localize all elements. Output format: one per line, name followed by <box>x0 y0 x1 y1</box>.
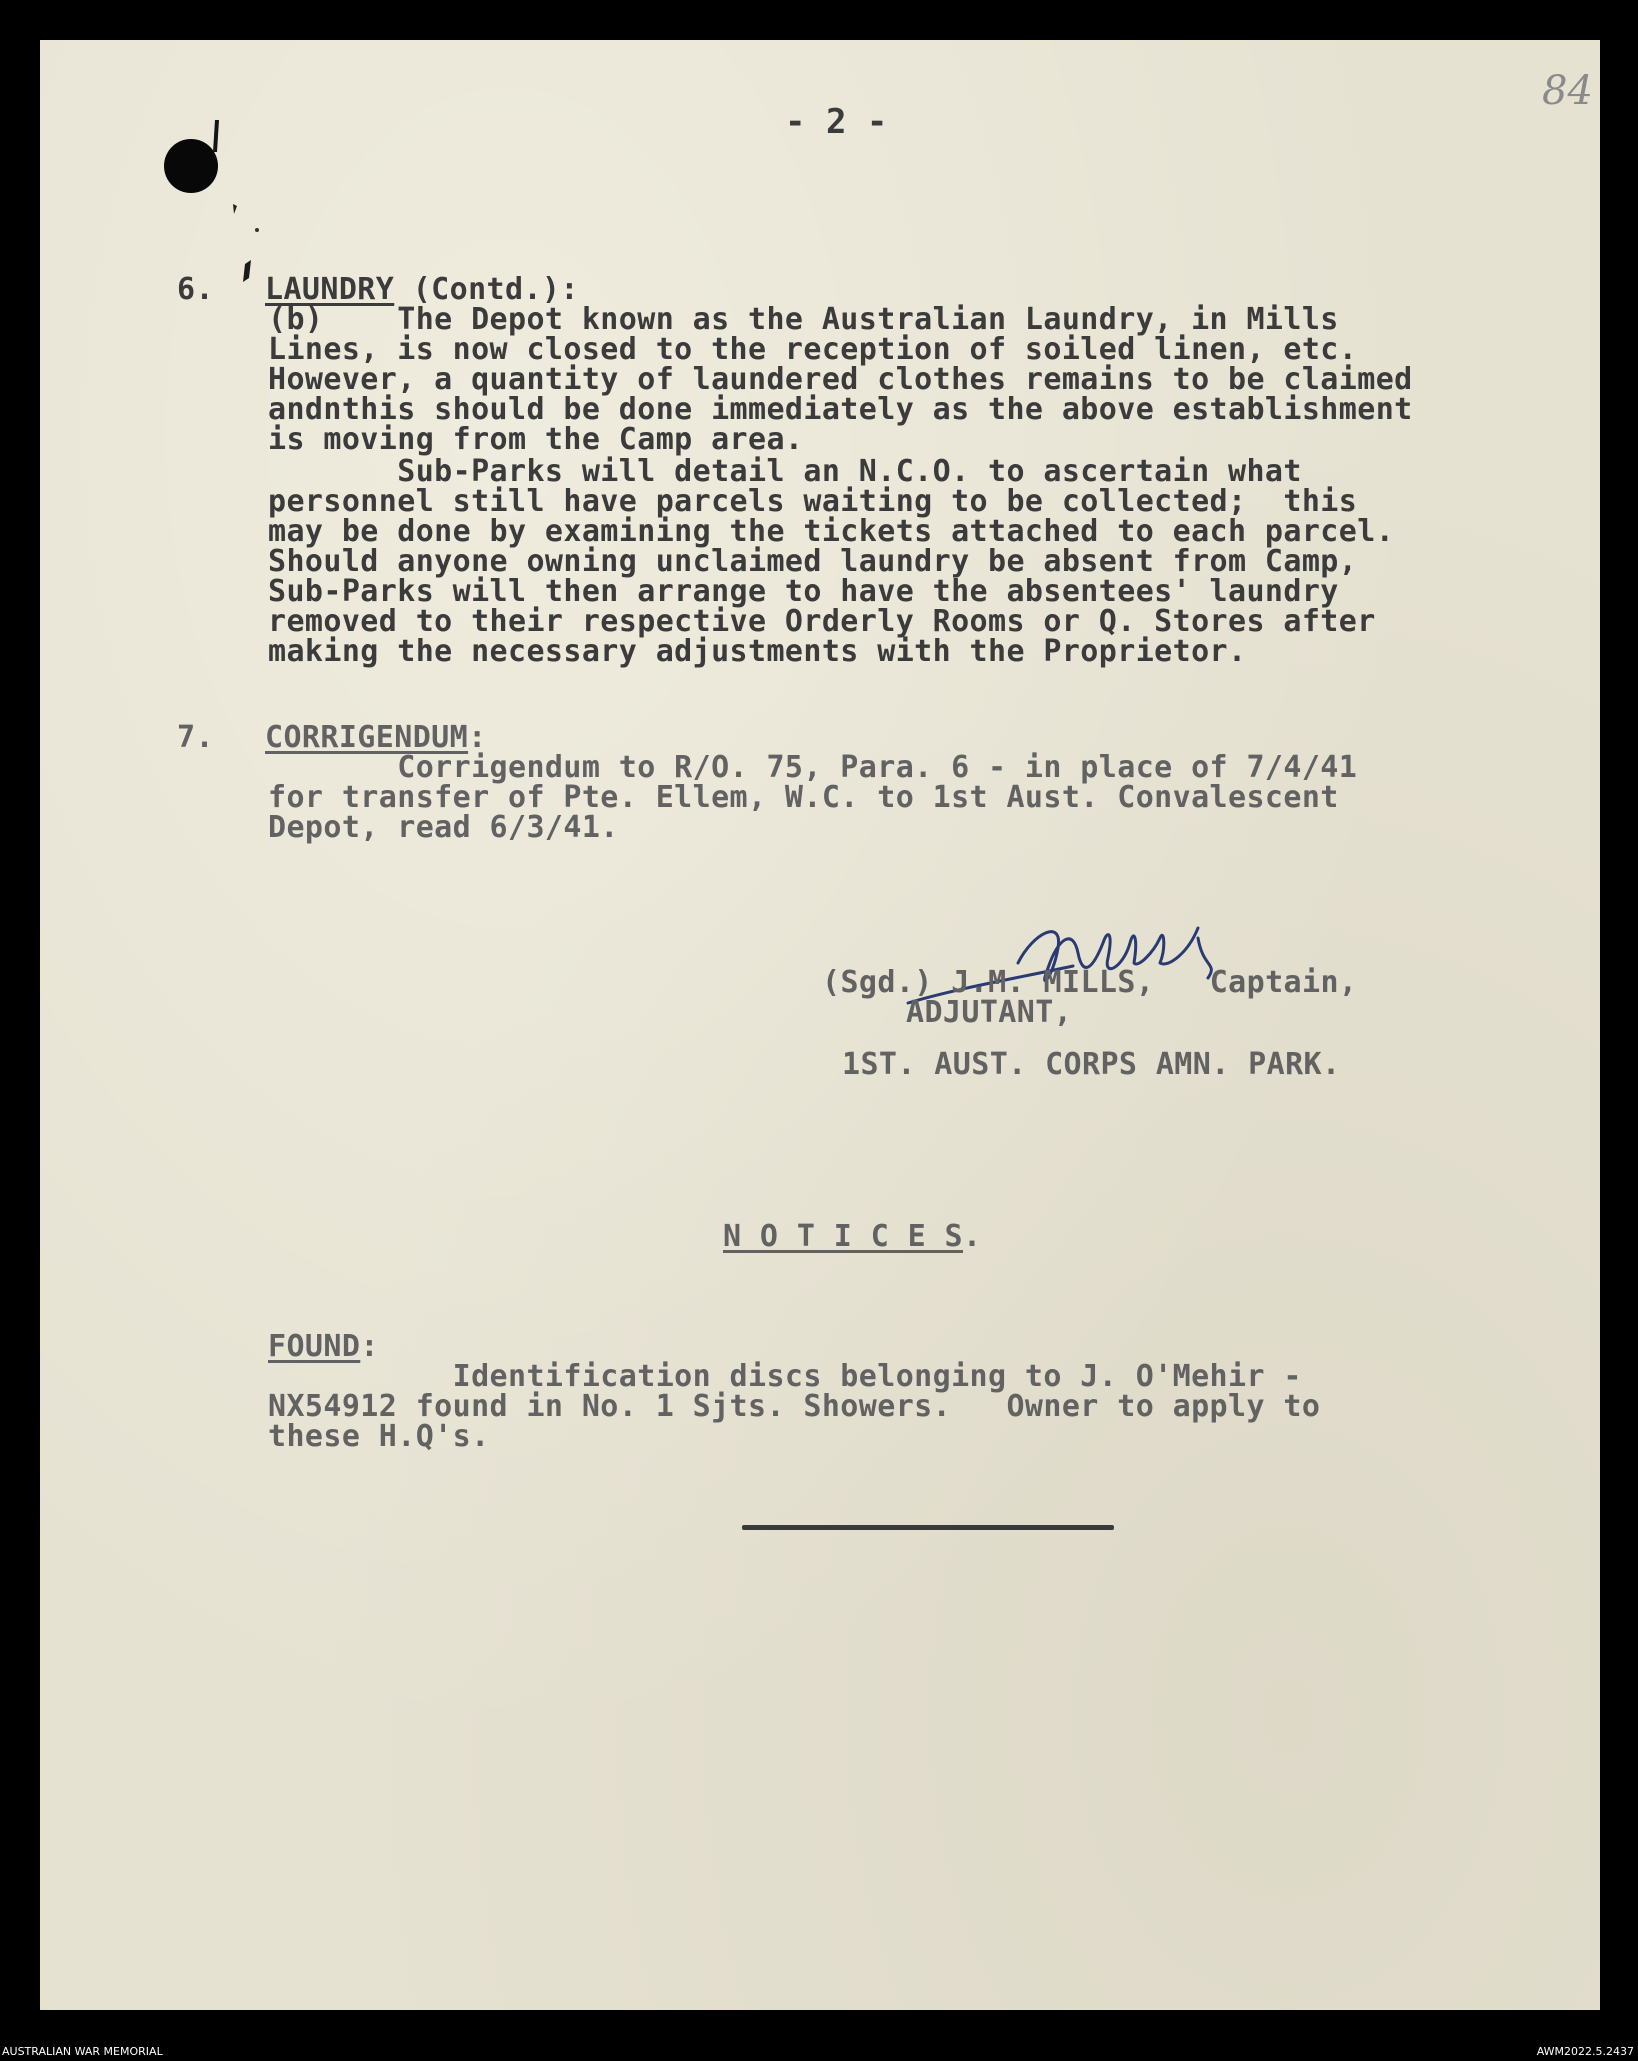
notices-title-line <box>723 1219 982 1254</box>
item-7-heading: CORRIGENDUM <box>265 720 469 755</box>
signatory-title: ADJUTANT, <box>906 995 1073 1030</box>
folio-number: 84 <box>1542 68 1593 114</box>
closing-rule <box>742 1525 1114 1530</box>
signatory-unit: 1ST. AUST. CORPS AMN. PARK. <box>842 1047 1341 1082</box>
notices-title: N O T I C E S <box>723 1219 963 1254</box>
item-7-heading-rest: : <box>468 720 487 755</box>
found-colon: : <box>360 1329 379 1364</box>
ink-specks <box>225 200 265 300</box>
paper-sheet <box>40 40 1600 2010</box>
item-6-heading-line <box>265 272 579 307</box>
footer-archive-name: AUSTRALIAN WAR MEMORIAL <box>2 2045 163 2058</box>
item-6-line: Lines, is now closed to the reception of soiled linen, etc. <box>268 332 1358 367</box>
item-7-number: 7. <box>177 720 214 755</box>
item-6-line: andnthis should be done immediately as the above establishment <box>268 392 1413 427</box>
item-6-line: However, a quantity of laundered clothes remains to be claimed <box>268 362 1413 397</box>
item-6-line: Sub-Parks will then arrange to have the absentees' laundry <box>268 574 1339 609</box>
item-6-line: Should anyone owning unclaimed laundry be absent from Camp, <box>268 544 1358 579</box>
item-6-line: removed to their respective Orderly Rooms or Q. Stores after <box>268 604 1376 639</box>
item-6-number: 6. <box>177 272 214 307</box>
item-6-line: making the necessary adjustments with the Proprietor. <box>268 634 1247 669</box>
footer-reference: AWM2022.5.2437 <box>1536 2045 1634 2058</box>
signatory-name-line: (Sgd.) J.M. MILLS, Captain, <box>822 965 1358 1000</box>
item-6-line: is moving from the Camp area. <box>268 422 804 457</box>
item-6-heading-rest: (Contd.): <box>394 272 579 307</box>
item-6-line: Sub-Parks will detail an N.C.O. to ascertain what <box>268 454 1302 489</box>
found-line: NX54912 found in No. 1 Sjts. Showers. Owner to apply to <box>268 1389 1321 1424</box>
found-label: FOUND <box>268 1329 361 1364</box>
item-7-line: for transfer of Pte. Ellem, W.C. to 1st Aust. Convalescent <box>268 780 1339 815</box>
item-7-heading-line <box>265 720 487 755</box>
item-6-line: (b) The Depot known as the Australian Laundry, in Mills <box>268 302 1339 337</box>
item-6-line: may be done by examining the tickets attached to each parcel. <box>268 514 1395 549</box>
found-line: Identification discs belonging to J. O'Mehir - <box>268 1359 1302 1394</box>
found-heading-line <box>268 1329 379 1364</box>
item-6-line: personnel still have parcels waiting to be collected; this <box>268 484 1358 519</box>
item-7-line: Corrigendum to R/O. 75, Para. 6 - in place of 7/4/41 <box>268 750 1358 785</box>
page-number: - 2 - <box>785 102 888 142</box>
item-6-heading: LAUNDRY <box>265 272 395 307</box>
found-line: these H.Q's. <box>268 1419 490 1454</box>
notices-title-end: . <box>963 1219 982 1254</box>
item-7-line: Depot, read 6/3/41. <box>268 810 619 845</box>
punch-hole-mark <box>155 100 259 204</box>
